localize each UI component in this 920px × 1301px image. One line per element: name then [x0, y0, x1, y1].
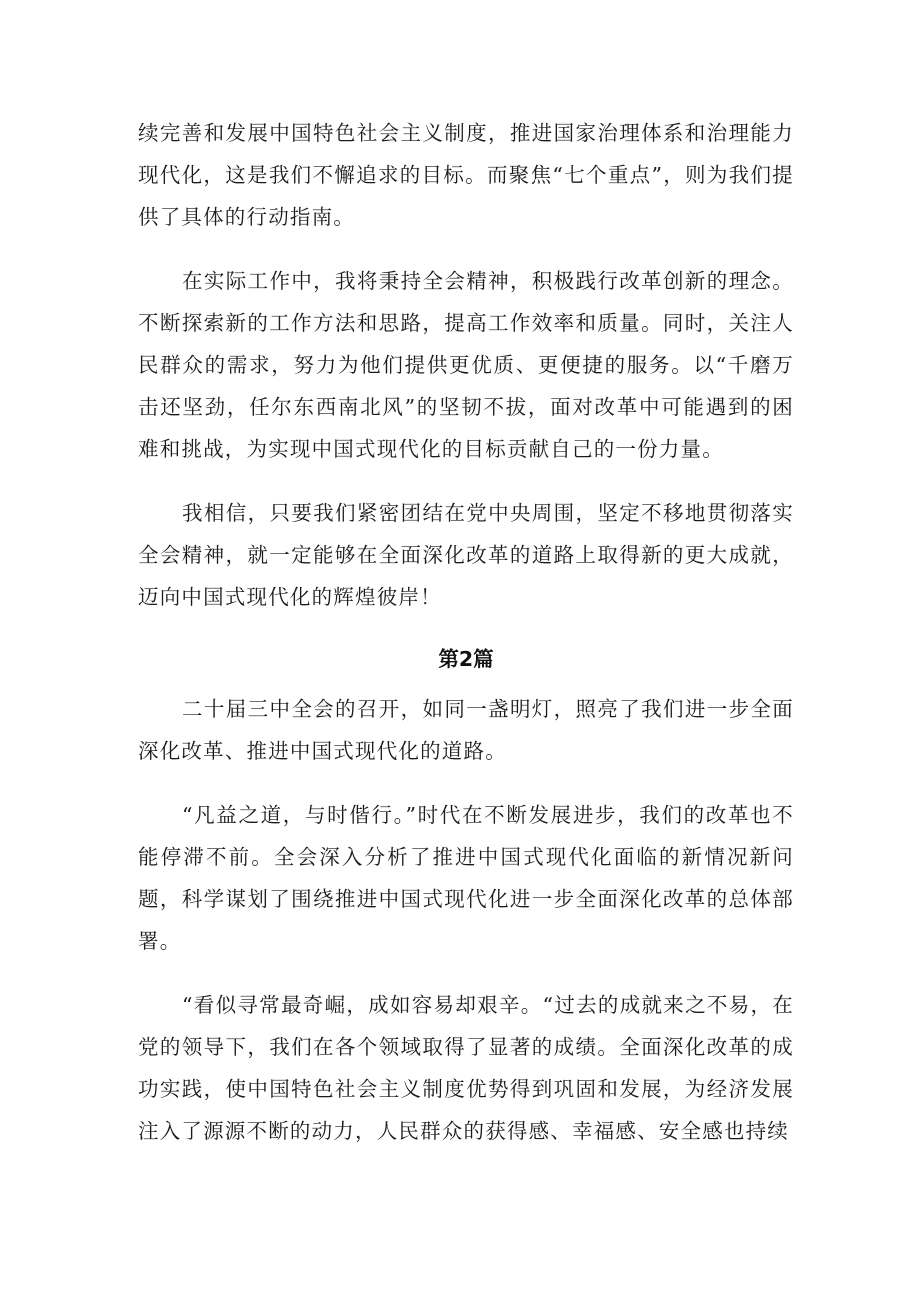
- section-heading: 第2篇: [438, 647, 494, 671]
- paragraph-plenum-intro: 二十届三中全会的召开，如同一盏明灯，照亮了我们进一步全面深化改革、推进中国式现代化的道路。: [138, 697, 794, 763]
- paragraph-times-progress: “凡益之道，与时偕行。”时代在不断发展进步，我们的改革也不能停滞不前。全会深入分析了推进中国式现代化面临的新情况新问题，科学谋划了围绕推进中国式现代化进一步全面深化改革的总体部署。: [138, 803, 794, 953]
- paragraph-practical-work: 在实际工作中，我将秉持全会精神，积极践行改革创新的理念。不断探索新的工作方法和思路，提高工作效率和质量。同时，关注人民群众的需求，努力为他们提供更优质、更便捷的服务。以“千磨万击还坚劲，任尔东西南北风”的坚韧不拔，面对改革中可能遇到的困难和挑战，为实现中国式现代化的目标贡献自己的一份力量。: [138, 269, 794, 461]
- paragraph-continuation: 续完善和发展中国特色社会主义制度，推进国家治理体系和治理能力现代化，这是我们不懈追求的目标。而聚焦“七个重点”，则为我们提供了具体的行动指南。: [138, 121, 794, 229]
- paragraph-achievements: “看似寻常最奇崛，成如容易却艰辛。“过去的成就来之不易，在党的领导下，我们在各个领域取得了显著的成绩。全面深化改革的成功实践，使中国特色社会主义制度优势得到巩固和发展，为经济发展注入了源源不断的动力，人民群众的获得感、幸福感、安全感也持续: [138, 993, 794, 1143]
- paragraph-belief: 我相信，只要我们紧密团结在党中央周围，坚定不移地贯彻落实全会精神，就一定能够在全面深化改革的道路上取得新的更大成就，迈向中国式现代化的辉煌彼岸！: [138, 501, 794, 609]
- document-body: [138, 112, 794, 1152]
